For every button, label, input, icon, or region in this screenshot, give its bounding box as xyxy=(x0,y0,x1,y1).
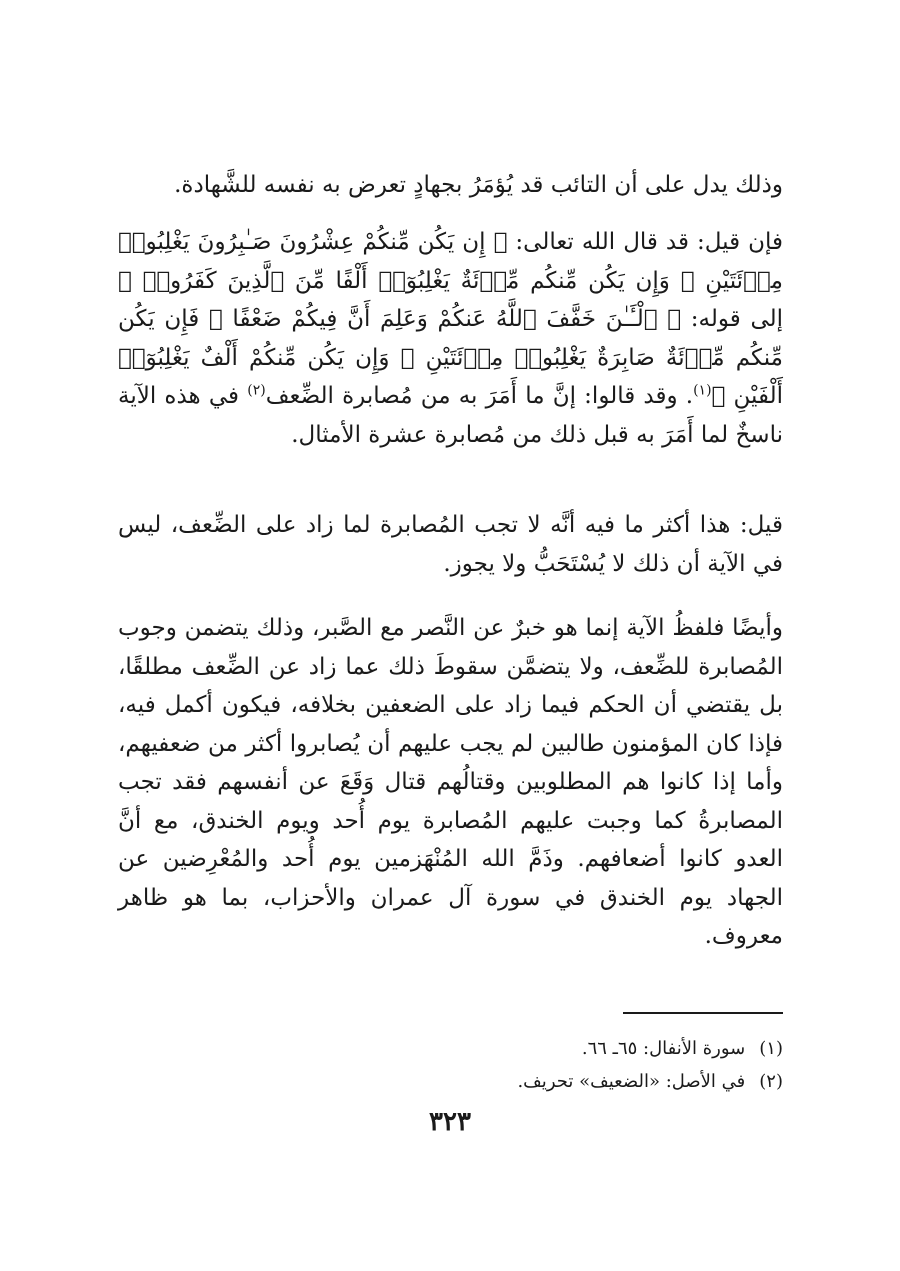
paragraph-4-text: وأيضًا فلفظُ الآية إنما هو خبرٌ عن النَّصر مع الصَّبر، وذلك يتضمن وجوب المُصابرة للضِّعف، ولا يتضمَّن سقوطَ ذلك عما زاد عن الضِّعف مطلقًا، بل يقتضي أن الحكم فيما زاد على الضعفين بخلافه، فيكون أكمل فيه، فإذا كان المؤمنون طالبين لم يجب عليهم أن يُصابروا أكثر من ضعفيهم، وأما إذا كانوا هم المطلوبين وقتالُهم قتال وَقَعَ عن أنفسهم فقد تجب المصابرةُ كما وجبت عليهم المُصابرة يوم أُحد ويوم الخندق، مع أنَّ العدو كانوا أضعافهم. وذَمَّ الله المُنْهَزمين يوم أُحد والمُعْرِضين عن الجهاد يوم الخندق في سورة آل عمران والأحزاب، بما هو ظاهر معروف. xyxy=(118,615,783,949)
footnote-2-text: في الأصل: «الضعيف» تحريف. xyxy=(517,1071,746,1092)
footnote-2 xyxy=(517,1069,783,1095)
paragraph-3 xyxy=(118,506,783,583)
footnote-2-number: (٢) xyxy=(759,1071,783,1092)
page-number: ٣٢٣ xyxy=(429,1107,471,1137)
quran-verse-1: ﴿ إِن يَكُن مِّنكُمْ عِشْرُونَ صَـٰبِرُونَ يَغْلِبُوا۟ مِا۟ئَتَيْنِ ۚ وَإِن يَكُن مِّنكُم مِّا۟ئَةٌ يَغْلِبُوٓا۟ أَلْفًا مِّنَ ٱلَّذِينَ كَفَرُوا۟ ﴾ xyxy=(118,229,783,294)
paragraph-2-rest-1: . وقد قالوا: إنَّ ما أَمَرَ به من مُصابرة الضِّعف xyxy=(265,383,694,409)
footnote-1-text: سورة الأنفال: ٦٥ـ ٦٦. xyxy=(581,1038,746,1059)
footnote-ref-2: (٢) xyxy=(247,382,266,399)
footnote-ref-1: (١) xyxy=(693,382,712,399)
footnote-divider xyxy=(623,1012,783,1014)
paragraph-2-mid: إلى قوله: xyxy=(690,306,784,332)
paragraph-3-text: قيل: هذا أكثر ما فيه أنَّه لا تجب المُصابرة لما زاد على الضِّعف، ليس في الآية أن ذلك لا يُسْتَحَبُّ ولا يجوز. xyxy=(118,512,783,577)
quran-verse-2: ﴿ ٱلْـَٔـٰنَ خَفَّفَ ٱللَّهُ عَنكُمْ وَعَلِمَ أَنَّ فِيكُمْ ضَعْفًا ۚ فَإِن يَكُن مِّنكُم مِّا۟ئَةٌ صَابِرَةٌ يَغْلِبُوا۟ مِا۟ئَتَيْنِ ۚ وَإِن يَكُن مِّنكُمْ أَلْفٌ يَغْلِبُوٓا۟ أَلْفَيْنِ ﴾ xyxy=(118,306,783,409)
paragraph-2-intro: فإن قيل: قد قال الله تعالى: xyxy=(515,229,784,255)
footnote-1 xyxy=(582,1036,783,1062)
paragraph-1-text: وذلك يدل على أن التائب قد يُؤمَرُ بجهادٍ تعرض به نفسه للشَّهادة. xyxy=(174,172,783,198)
paragraph-1 xyxy=(118,166,783,205)
footnote-1-number: (١) xyxy=(759,1038,783,1059)
paragraph-2-rest-2: في هذه الآية ناسخٌ لما أَمَرَ به قبل ذلك من مُصابرة عشرة الأمثال. xyxy=(118,383,783,448)
paragraph-2 xyxy=(118,223,783,454)
paragraph-4 xyxy=(118,609,783,956)
